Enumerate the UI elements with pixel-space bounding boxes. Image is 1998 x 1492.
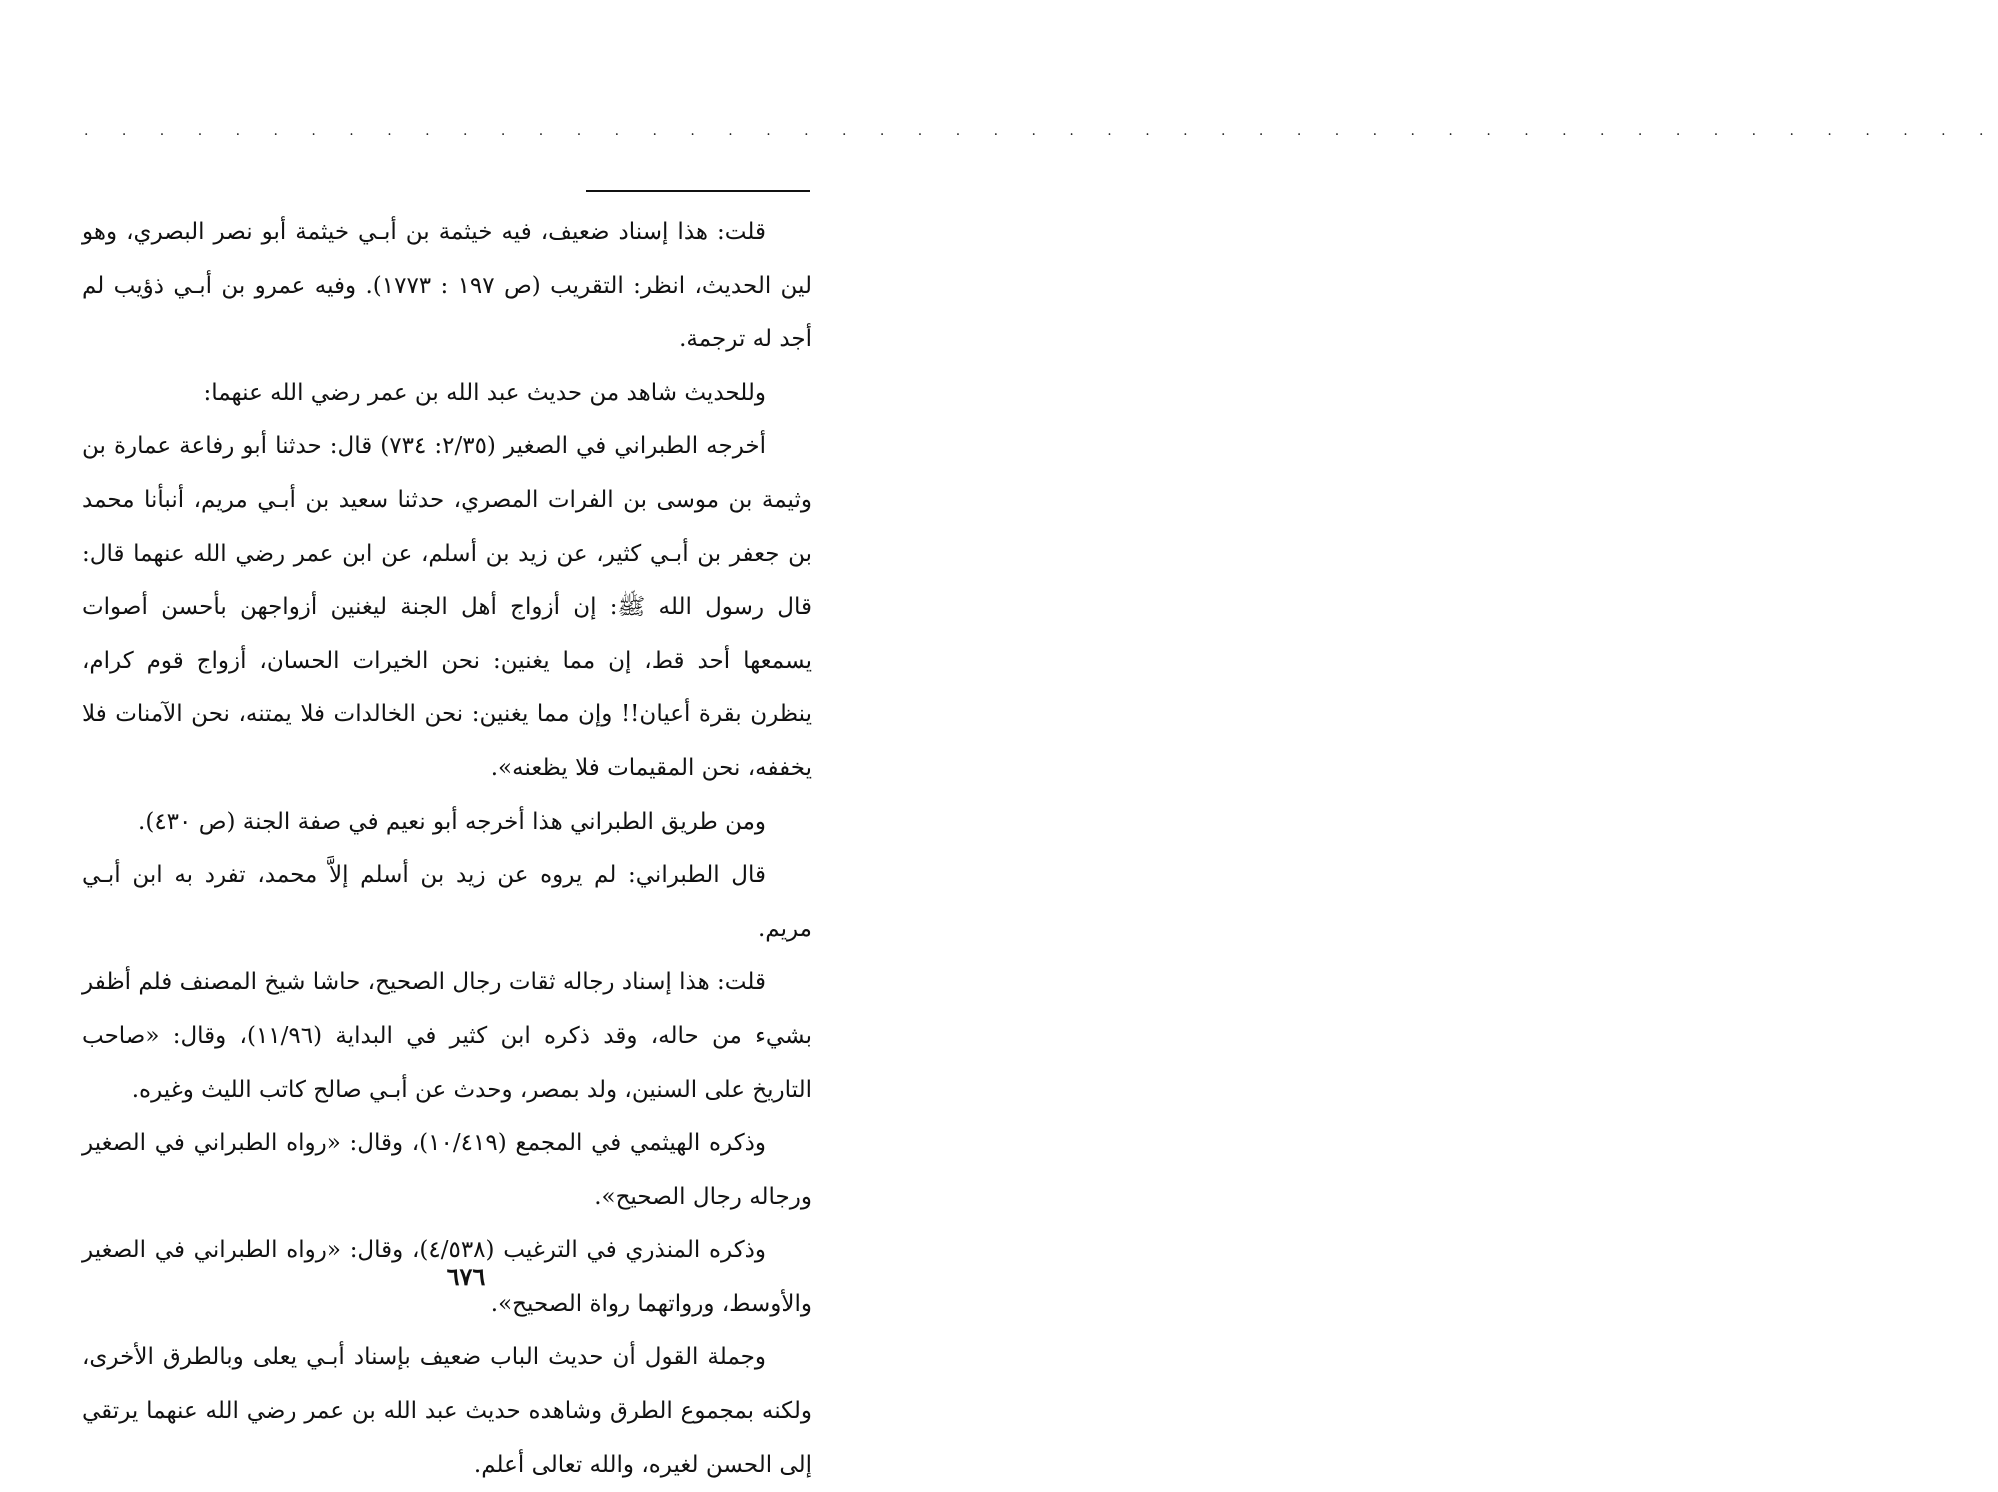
paragraph-weak-chain: قلت: هذا إسناد ضعيف، فيه خيثمة بن أبـي خيثمة أبو نصر البصري، وهو لين الحديث، انظر: التقريب (ص ١٩٧ : ١٧٧٣). وفيه عمرو بن أبـي ذؤيب لم أجد له ترجمة. (82, 219, 813, 353)
dotted-separator: . . . . . . . . . . . . . . . . . . . . . . . . . . . . . . . . . . . . . . . . . . . . . . . . . . . (84, 123, 1998, 139)
paragraph-narrators-assessment: قلت: هذا إسناد رجاله ثقات رجال الصحيح، حاشا شيخ المصنف فلم أظفر بشيء من حاله، وقد ذكره ابن كثير في البداية (١١/٩٦)، وقال: «صاحب التاريخ على السنين، ولد بمصر، وحدث عن أبـي صالح كاتب الليث وغيره. (82, 969, 813, 1103)
paragraph-tabarani-hadith: أخرجه الطبراني في الصغير (٢/٣٥: ٧٣٤) قال: حدثنا أبو رفاعة عمارة بن وثيمة بن موسى بن الفرات المصري، حدثنا سعيد بن أبـي مريم، أنبأنا محمد بن جعفر بن أبـي كثير، عن زيد بن أسلم، عن ابن عمر رضي الله عنهما قال: قال رسول الله ﷺ: إن أزواج أهل الجنة ليغنين أزواجهن بأحسن أصوات يسمعها أحد قط، إن مما يغنين: نحن الخيرات الحسان، أزواج قوم كرام، ينظرن بقرة أعيان!! وإن مما يغنين: نحن الخالدات فلا يمتنه، نحن الآمنات فلا يخففه، نحن المقيمات فلا يظعنه». (82, 433, 812, 781)
footnote-text (82, 206, 812, 1492)
paragraph-tabarani-comment: قال الطبراني: لم يروه عن زيد بن أسلم إلاَّ محمد، تفرد به ابن أبـي مريم. (82, 862, 812, 942)
footnote-rule (586, 190, 810, 192)
paragraph-witness-intro: وللحديث شاهد من حديث عبد الله بن عمر رضي الله عنهما: (203, 379, 766, 406)
paragraph-haythami: وذكره الهيثمي في المجمع (١٠/٤١٩)، وقال: «رواه الطبراني في الصغير ورجاله رجال الصحيح». (82, 1130, 812, 1210)
paragraph-mundhiri: وذكره المنذري في الترغيب (٤/٥٣٨)، وقال: «رواه الطبراني في الصغير والأوسط، ورواتهما رواة الصحيح». (82, 1237, 812, 1317)
page-number: ٦٧٦ (446, 1262, 486, 1291)
paragraph-abu-nuaym: ومن طريق الطبراني هذا أخرجه أبو نعيم في صفة الجنة (ص ٤٣٠). (138, 808, 766, 835)
paragraph-conclusion: وجملة القول أن حديث الباب ضعيف بإسناد أبـي يعلى وبالطرق الأخرى، ولكنه بمجموع الطرق وشاهده حديث عبد الله بن عمر رضي الله عنهما يرتقي إلى الحسن لغيره، والله تعالى أعلم. (82, 1344, 812, 1478)
